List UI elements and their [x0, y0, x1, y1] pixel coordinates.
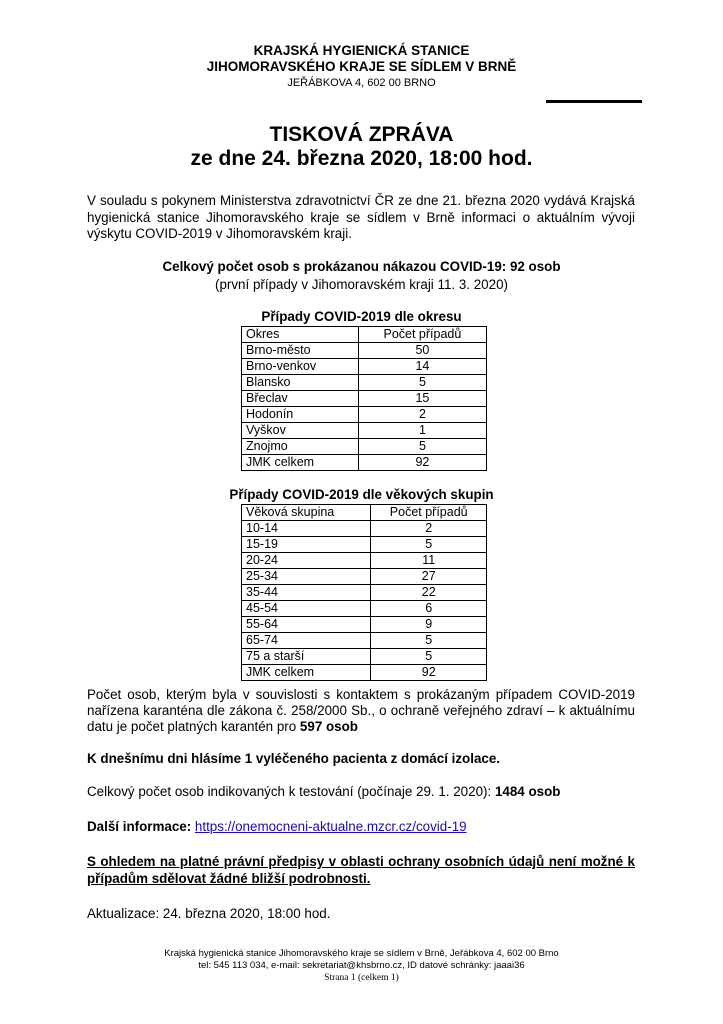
table-value-cell: 15: [358, 391, 486, 407]
tested-line: [87, 784, 560, 799]
age-table-caption: Případy COVID-2019 dle věkových skupin: [229, 487, 494, 502]
table-header-row: [242, 327, 487, 343]
table-label-cell: 10-14: [242, 521, 371, 537]
first-cases-note: (první případy v Jihomoravském kraji 11. 3. 2020): [215, 277, 508, 292]
table-row: [242, 537, 487, 553]
page-title: TISKOVÁ ZPRÁVA: [269, 123, 454, 146]
total-cases: Celkový počet osob s prokázanou nákazou COVID-19: 92 osob: [162, 259, 561, 274]
footer-line-2: tel: 545 113 034, e-mail: sekretariat@khsbrno.cz, ID datové schránky: jaaai36: [198, 960, 525, 971]
table-value-cell: 5: [371, 633, 487, 649]
table-value-cell: 11: [371, 553, 487, 569]
table-label-cell: 20-24: [242, 553, 371, 569]
table-value-cell: 5: [371, 537, 487, 553]
table-row: [242, 649, 487, 665]
table-row: [242, 585, 487, 601]
table-value-cell: 2: [358, 407, 486, 423]
header-line-2: JIHOMORAVSKÉHO KRAJE SE SÍDLEM V BRNĚ: [206, 59, 517, 74]
table-value-cell: 22: [371, 585, 487, 601]
page-subtitle: ze dne 24. března 2020, 18:00 hod.: [190, 147, 533, 170]
table-row: [242, 343, 487, 359]
table-value-cell: 5: [371, 649, 487, 665]
tested-count: 1484 osob: [494, 784, 561, 799]
table-value-cell: 9: [371, 617, 487, 633]
table-row: [242, 359, 487, 375]
table-label-cell: Znojmo: [242, 439, 359, 455]
table-value-cell: 14: [358, 359, 486, 375]
district-table: [241, 326, 487, 471]
table-header-row: [242, 505, 487, 521]
table-label-cell: 15-19: [242, 537, 371, 553]
quarantine-text: Počet osob, kterým byla v souvislosti s kontaktem s prokázaným případem COVID-2019 nařízena karanténa dle zákona č. 258/2000 Sb., o ochraně veřejného zdraví – k aktuálnímu datu je počet platných karantén pro: [87, 687, 635, 734]
table-label-cell: JMK celkem: [242, 665, 371, 681]
table-header-cell: Věková skupina: [242, 505, 371, 521]
district-table-caption: Případy COVID-2019 dle okresu: [261, 309, 462, 324]
table-row: [242, 569, 487, 585]
table-label-cell: Břeclav: [242, 391, 359, 407]
table-value-cell: 50: [358, 343, 486, 359]
table-label-cell: Hodonín: [242, 407, 359, 423]
table-row: [242, 375, 487, 391]
quarantine-paragraph: [87, 687, 635, 735]
quarantine-count: 597 osob: [299, 719, 358, 734]
table-row: [242, 423, 487, 439]
table-label-cell: 55-64: [242, 617, 371, 633]
cured-note: K dnešnímu dni hlásíme 1 vyléčeného pacienta z domácí izolace.: [87, 751, 501, 766]
table-row: [242, 665, 487, 681]
table-row: [242, 633, 487, 649]
table-value-cell: 1: [358, 423, 486, 439]
tested-text: Celkový počet osob indikovaných k testování (počínaje 29. 1. 2020):: [87, 784, 492, 799]
table-label-cell: Blansko: [242, 375, 359, 391]
table-value-cell: 5: [358, 375, 486, 391]
table-value-cell: 27: [371, 569, 487, 585]
header-rule: [546, 100, 642, 103]
table-row: [242, 617, 487, 633]
footer-line-1: Krajská hygienická stanice Jihomoravského kraje se sídlem v Brně, Jeřábkova 4, 602 00 Brno: [164, 948, 559, 959]
update-note: Aktualizace: 24. března 2020, 18:00 hod.: [87, 906, 331, 921]
table-value-cell: 6: [371, 601, 487, 617]
table-label-cell: Brno-venkov: [242, 359, 359, 375]
table-row: [242, 439, 487, 455]
age-table: [241, 504, 487, 681]
table-row: [242, 601, 487, 617]
table-header-cell: Počet případů: [371, 505, 487, 521]
table-label-cell: 25-34: [242, 569, 371, 585]
footer-page: Strana 1 (celkem 1): [324, 973, 399, 983]
table-header-cell: Počet případů: [358, 327, 486, 343]
table-label-cell: Brno-město: [242, 343, 359, 359]
table-row: [242, 455, 487, 471]
table-label-cell: 65-74: [242, 633, 371, 649]
table-row: [242, 391, 487, 407]
table-value-cell: 5: [358, 439, 486, 455]
header-address: JEŘÁBKOVA 4, 602 00 BRNO: [287, 77, 436, 89]
table-value-cell: 2: [371, 521, 487, 537]
privacy-warning: S ohledem na platné právní předpisy v oblasti ochrany osobních údajů není možné k případům sdělovat žádné bližší podrobnosti.: [87, 854, 635, 886]
table-label-cell: JMK celkem: [242, 455, 359, 471]
table-row: [242, 521, 487, 537]
table-value-cell: 92: [358, 455, 486, 471]
more-info-label: Další informace:: [87, 819, 192, 834]
table-label-cell: 35-44: [242, 585, 371, 601]
more-info-link[interactable]: https://onemocneni-aktualne.mzcr.cz/covid-19: [194, 819, 467, 834]
table-value-cell: 92: [371, 665, 487, 681]
table-label-cell: 75 a starší: [242, 649, 371, 665]
table-label-cell: Vyškov: [242, 423, 359, 439]
intro-paragraph: V souladu s pokynem Ministerstva zdravotnictví ČR ze dne 21. března 2020 vydává Krajská hygienická stanice Jihomoravského kraje se sídlem v Brně informaci o aktuálním vývoji výskytu COVID-2019 v Jihomoravském kraji.: [87, 193, 635, 241]
table-row: [242, 407, 487, 423]
table-header-cell: Okres: [242, 327, 359, 343]
more-info-line: [87, 819, 467, 834]
table-label-cell: 45-54: [242, 601, 371, 617]
header-line-1: KRAJSKÁ HYGIENICKÁ STANICE: [253, 43, 470, 58]
table-row: [242, 553, 487, 569]
